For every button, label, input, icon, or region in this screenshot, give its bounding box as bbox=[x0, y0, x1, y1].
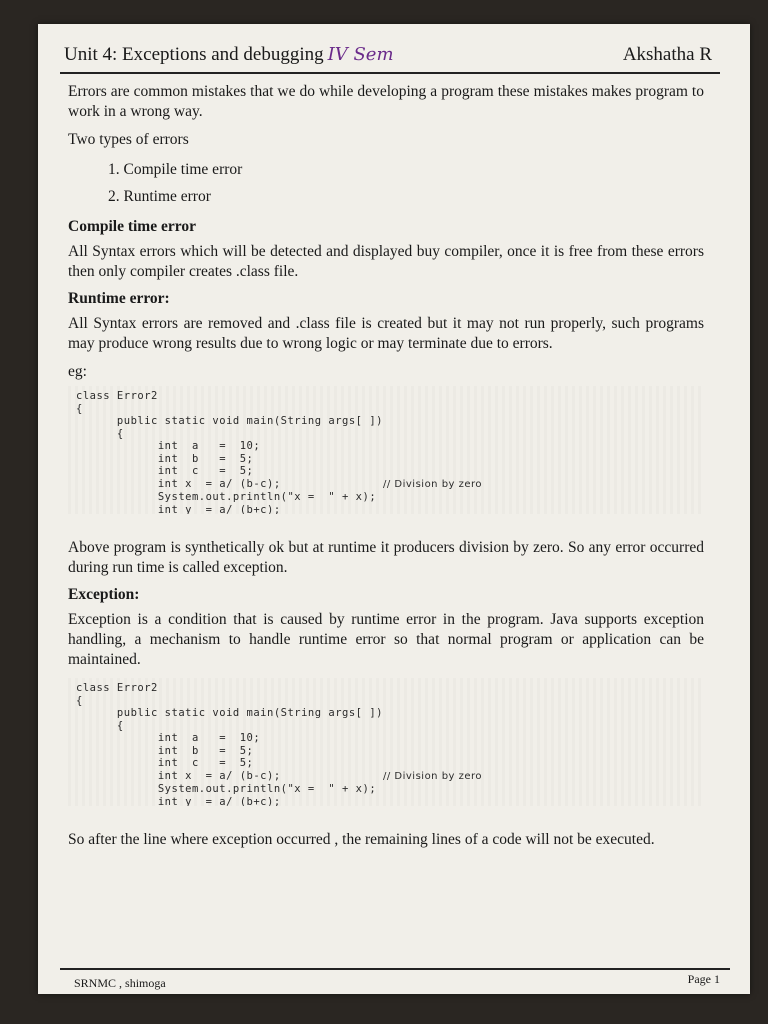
runtime-heading: Runtime error: bbox=[68, 290, 170, 307]
compile-heading: Compile time error bbox=[68, 218, 196, 235]
list-item: 2. Runtime error bbox=[108, 188, 211, 205]
unit-title: Unit 4: Exceptions and debugging IV Sem bbox=[64, 44, 394, 65]
eg-label: eg: bbox=[68, 363, 87, 380]
page-footer bbox=[60, 968, 730, 994]
code-comment: // Division by zero bbox=[382, 478, 483, 490]
after-code-paragraph: Above program is synthetically ok but at runtime it producers division by zero. So any error occurred during run time is called exception. bbox=[68, 539, 704, 576]
document-page bbox=[38, 24, 750, 994]
error-types-list bbox=[108, 156, 704, 210]
list-item: 1. Compile time error bbox=[108, 161, 243, 178]
exception-heading: Exception: bbox=[68, 586, 140, 603]
footer-institution: SRNMC , shimoga bbox=[74, 976, 166, 990]
page-number: Page 1 bbox=[687, 972, 720, 986]
code-comment: // Division by zero bbox=[382, 770, 483, 782]
handwritten-note: IV Sem bbox=[327, 44, 394, 65]
types-heading: Two types of errors bbox=[68, 131, 189, 148]
compile-paragraph: All Syntax errors which will be detected and displayed buy compiler, once it is free from these errors then only compiler creates .class file. bbox=[68, 243, 704, 280]
final-paragraph: So after the line where exception occurred , the remaining lines of a code will not be executed. bbox=[68, 831, 655, 848]
page-header bbox=[60, 38, 720, 74]
code-sample-2: class Error2 { public static void main(String args[ ]) { int a = 10; int b = 5; int c = 5; int x = a/ (b-c); // Division by zero System.out.println("x = " + x); int y = a/ (b+c); bbox=[68, 678, 704, 806]
intro-paragraph: Errors are common mistakes that we do while developing a program these mistakes makes program to work in a wrong way. bbox=[68, 83, 704, 120]
author-name: Akshatha R bbox=[622, 44, 712, 65]
code-sample-1: class Error2 { public static void main(String args[ ]) { int a = 10; int b = 5; int c = 5; int x = a/ (b-c); // Division by zero System.out.println("x = " + x); int y = a/ (b+c); bbox=[68, 386, 704, 514]
exception-paragraph: Exception is a condition that is caused by runtime error in the program. Java supports exception handling, a mechanism to handle runtime error so that normal program or application can be maintained. bbox=[68, 611, 704, 668]
runtime-paragraph: All Syntax errors are removed and .class file is created but it may not run properly, such programs may produce wrong results due to wrong logic or may terminate due to errors. bbox=[68, 315, 704, 352]
page-content bbox=[68, 82, 704, 858]
